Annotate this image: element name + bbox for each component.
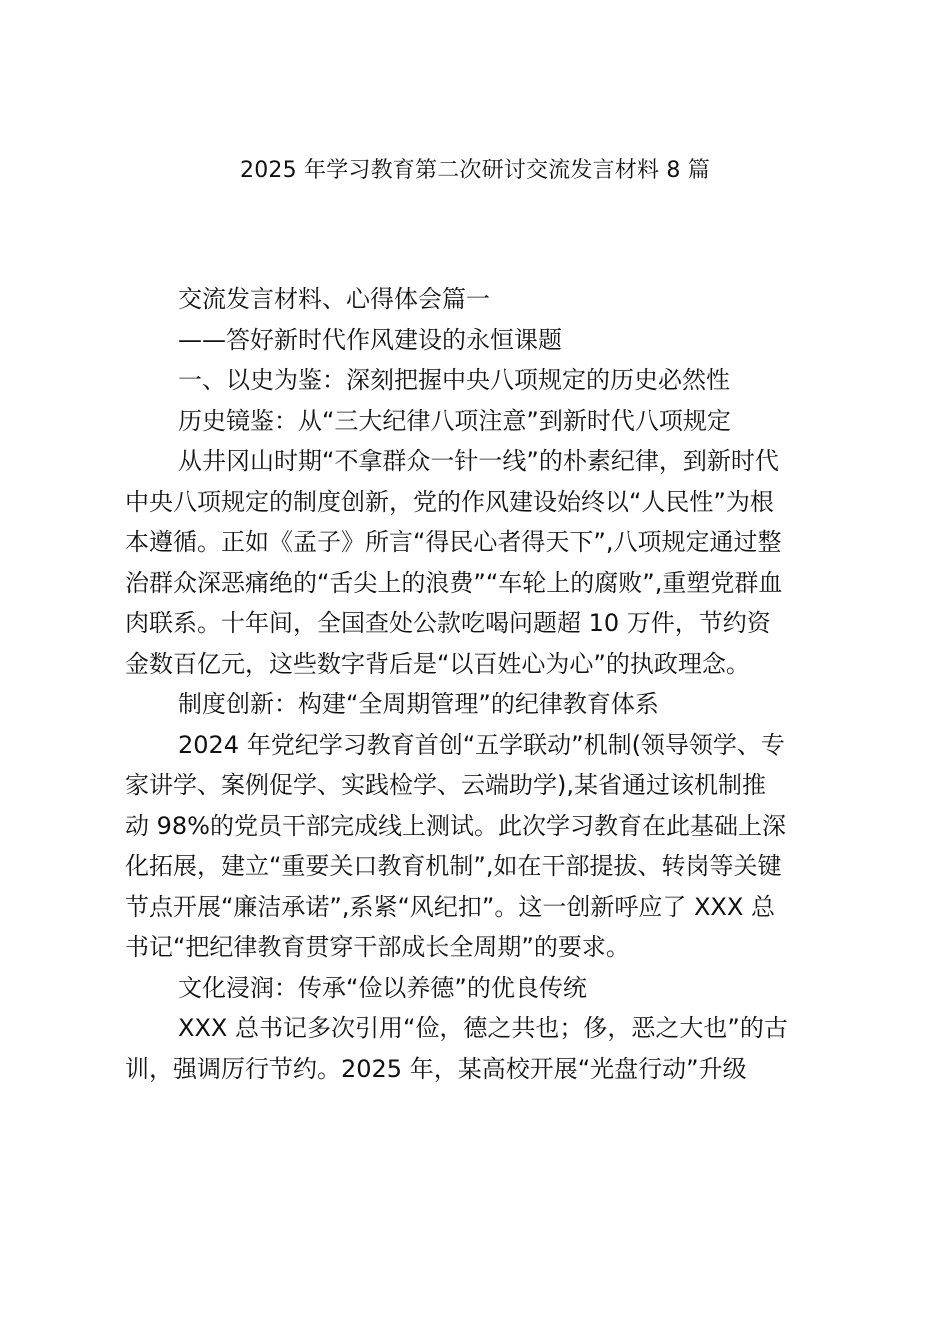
document-title: 2025 年学习教育第二次研讨交流发言材料 8 篇 [240, 158, 710, 183]
paragraph-line: 节点开展“廉洁承诺”,系紧“风纪扣”。这一创新呼应了 XXX 总 [125, 892, 775, 921]
paragraph-line: 中央八项规定的制度创新，党的作风建设始终以“人民性”为根 [125, 487, 774, 516]
paragraph-line: 动 98%的党员干部完成线上测试。此次学习教育在此基础上深 [125, 811, 786, 840]
section-heading: 交流发言材料、心得体会篇一 [178, 285, 490, 313]
paragraph-line: 训，强调厉行节约。2025 年，某高校开展“光盘行动”升级 [125, 1054, 747, 1083]
paragraph-line: 本遵循。正如《孟子》所言“得民心者得天下”,八项规定通过整 [125, 528, 782, 556]
paragraph-line: 2024 年党纪学习教育首创“五学联动”机制(领导领学、专 [178, 730, 785, 759]
paragraph-line: 肉联系。十年间，全国查处公款吃喝问题超 10 万件，节约资 [125, 609, 771, 637]
subsection-heading: 制度创新：构建“全周期管理”的纪律教育体系 [178, 690, 659, 718]
paragraph-line: 治群众深恶痛绝的“舌尖上的浪费”“车轮上的腐败”,重塑党群血 [125, 568, 783, 597]
paragraph-line: 从井冈山时期“不拿群众一针一线”的朴素纪律，到新时代 [178, 447, 779, 475]
section-heading: 一、以史为鉴：深刻把握中央八项规定的历史必然性 [178, 366, 730, 394]
paragraph-line: 金数百亿元，这些数字背后是“以百姓心为心”的执政理念。 [125, 649, 750, 678]
document-body [125, 279, 830, 1089]
subsection-heading: 文化浸润：传承“俭以养德”的优良传统 [178, 973, 587, 1002]
paragraph-line: 化拓展，建立“重要关口教育机制”,如在干部提拔、转岗等关键 [125, 852, 782, 880]
paragraph-line: XXX 总书记多次引用“俭，德之共也；侈，恶之大也”的古 [178, 1014, 788, 1042]
paragraph-line: 书记“把纪律教育贯穿干部成长全周期”的要求。 [125, 933, 630, 961]
paragraph-line: 家讲学、案例促学、实践检学、云端助学),某省通过该机制推 [125, 771, 766, 799]
subtitle-line: ——答好新时代作风建设的永恒课题 [178, 325, 562, 354]
subsection-heading: 历史镜鉴：从“三大纪律八项注意”到新时代八项规定 [178, 406, 731, 435]
